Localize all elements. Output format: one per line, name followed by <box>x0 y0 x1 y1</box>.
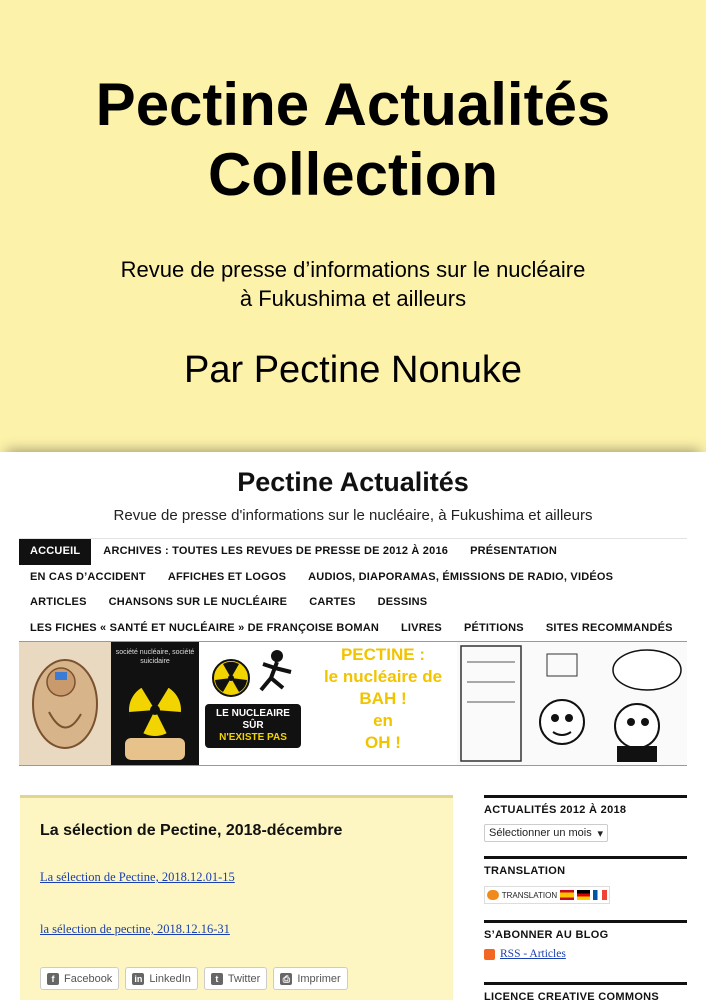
nav-item-cartes[interactable]: CARTES <box>309 596 356 608</box>
widget-license <box>484 982 687 1000</box>
share-buttons <box>40 967 348 990</box>
banner-cartoon-panel <box>457 642 687 765</box>
rss-icon <box>484 949 495 960</box>
nav-item-en-cas-accident[interactable]: EN CAS D’ACCIDENT <box>30 570 146 583</box>
banner-panel3-line1: LE NUCLEAIRE SÛR <box>216 708 290 731</box>
nav-item-sites-recommandes[interactable]: SITES RECOMMANDÉS <box>545 621 673 634</box>
print-button[interactable] <box>273 967 347 990</box>
nav-item-accueil[interactable]: ACCUEIL <box>19 539 91 565</box>
twitter-icon: t <box>211 973 223 985</box>
share-facebook-label: Facebook <box>64 972 113 985</box>
nav-item-articles[interactable]: ARTICLES <box>30 596 87 608</box>
radiation-runner-icon <box>199 642 309 702</box>
cover-subtitle <box>0 255 706 313</box>
widget-license-title: LICENCE CREATIVE COMMONS <box>484 982 687 1000</box>
nav-item-petitions[interactable]: PÉTITIONS <box>463 621 524 634</box>
widget-translation-title: TRANSLATION <box>484 856 687 877</box>
chevron-down-icon: ▾ <box>597 827 603 840</box>
banner-fetus-drawing <box>19 642 111 765</box>
translation-label: TRANSLATION <box>501 890 558 900</box>
nav-item-presentation[interactable]: PRÉSENTATION <box>470 545 558 557</box>
translation-button[interactable] <box>484 886 610 904</box>
share-linkedin-button[interactable] <box>125 967 198 990</box>
post-link-first-half[interactable]: La sélection de Pectine, 2018.12.01-15 <box>40 870 235 884</box>
cartoon-drawing-icon <box>457 642 687 765</box>
print-label: Imprimer <box>297 972 341 985</box>
germany-flag-icon[interactable] <box>577 890 591 900</box>
share-twitter-button[interactable] <box>204 967 267 990</box>
cover-author: Par Pectine Nonuke <box>184 349 522 391</box>
blog-screenshot <box>0 452 706 1000</box>
nav-item-chansons[interactable]: CHANSONS SUR LE NUCLÉAIRE <box>108 596 288 608</box>
blog-tagline: Revue de presse d'informations sur le nucléaire, à Fukushima et ailleurs <box>113 507 593 524</box>
rss-articles-label: RSS - Articles <box>500 948 566 960</box>
nav-item-fiches-sante[interactable]: LES FICHES « SANTÉ ET NUCLÉAIRE » DE FRANÇOISE BOMAN <box>30 621 379 634</box>
cover-subtitle-line1: Revue de presse d’informations sur le nucléaire <box>120 257 586 282</box>
post-title[interactable]: La sélection de Pectine, 2018-décembre <box>40 822 343 839</box>
banner-panel4-text <box>309 644 457 754</box>
nav-item-dessins[interactable]: DESSINS <box>377 596 428 608</box>
banner-panel3-line2: N'EXISTE PAS <box>219 732 287 743</box>
linkedin-icon: in <box>134 973 143 984</box>
widget-subscribe <box>484 920 687 960</box>
widget-subscribe-title: S’ABONNER AU BLOG <box>484 920 687 941</box>
blog-title[interactable]: Pectine Actualités <box>237 467 469 497</box>
nav-item-livres[interactable]: LIVRES <box>401 621 442 634</box>
speech-bubble-icon <box>487 890 499 900</box>
banner-panel4-line2: le nucléaire de <box>323 667 443 686</box>
banner-pectine-panel <box>309 642 457 765</box>
post-card <box>20 795 453 1000</box>
banner-panel4-line1: PECTINE : <box>340 645 426 664</box>
banner-panel3-label <box>205 704 301 748</box>
printer-icon: ⎙ <box>280 973 292 985</box>
nav-item-audios-videos[interactable]: AUDIOS, DIAPORAMAS, ÉMISSIONS DE RADIO, VIDÉOS <box>308 570 614 583</box>
archive-month-select[interactable] <box>484 824 608 842</box>
facebook-icon: f <box>47 973 59 985</box>
nav-item-affiches-logos[interactable]: AFFICHES ET LOGOS <box>167 570 287 583</box>
banner-running-panel <box>199 642 309 765</box>
archive-month-select-value: Sélectionner un mois <box>489 827 592 839</box>
book-cover <box>0 0 706 452</box>
share-twitter-label: Twitter <box>227 972 261 985</box>
cover-title <box>0 70 706 210</box>
post-link-second-half[interactable]: la sélection de pectine, 2018.12.16-31 <box>40 922 230 936</box>
cover-subtitle-line2: à Fukushima et ailleurs <box>239 286 467 311</box>
banner-panel4-line5: OH ! <box>365 733 401 752</box>
rss-articles-link[interactable] <box>484 948 687 960</box>
banner-panel2-text: société nucléaire, société suicidaire <box>115 649 195 665</box>
france-flag-icon[interactable] <box>593 890 607 900</box>
fetus-drawing-icon <box>19 642 111 765</box>
widget-translation <box>484 856 687 904</box>
header-banner <box>19 641 687 766</box>
widget-archives-title: ACTUALITÉS 2012 À 2018 <box>484 795 687 816</box>
cover-title-line1: Pectine Actualités <box>95 71 611 138</box>
banner-scream-panel <box>111 642 199 765</box>
spain-flag-icon[interactable] <box>560 890 574 900</box>
main-navigation <box>19 538 687 641</box>
share-facebook-button[interactable] <box>40 967 119 990</box>
cover-title-line2: Collection <box>207 141 498 208</box>
nav-item-archives[interactable]: ARCHIVES : TOUTES LES REVUES DE PRESSE DE 2012 À 2016 <box>103 545 449 557</box>
share-linkedin-label: LinkedIn <box>149 972 191 985</box>
widget-archives <box>484 795 687 842</box>
banner-panel4-line4: en <box>373 711 393 730</box>
banner-panel4-line3: BAH ! <box>359 689 407 708</box>
